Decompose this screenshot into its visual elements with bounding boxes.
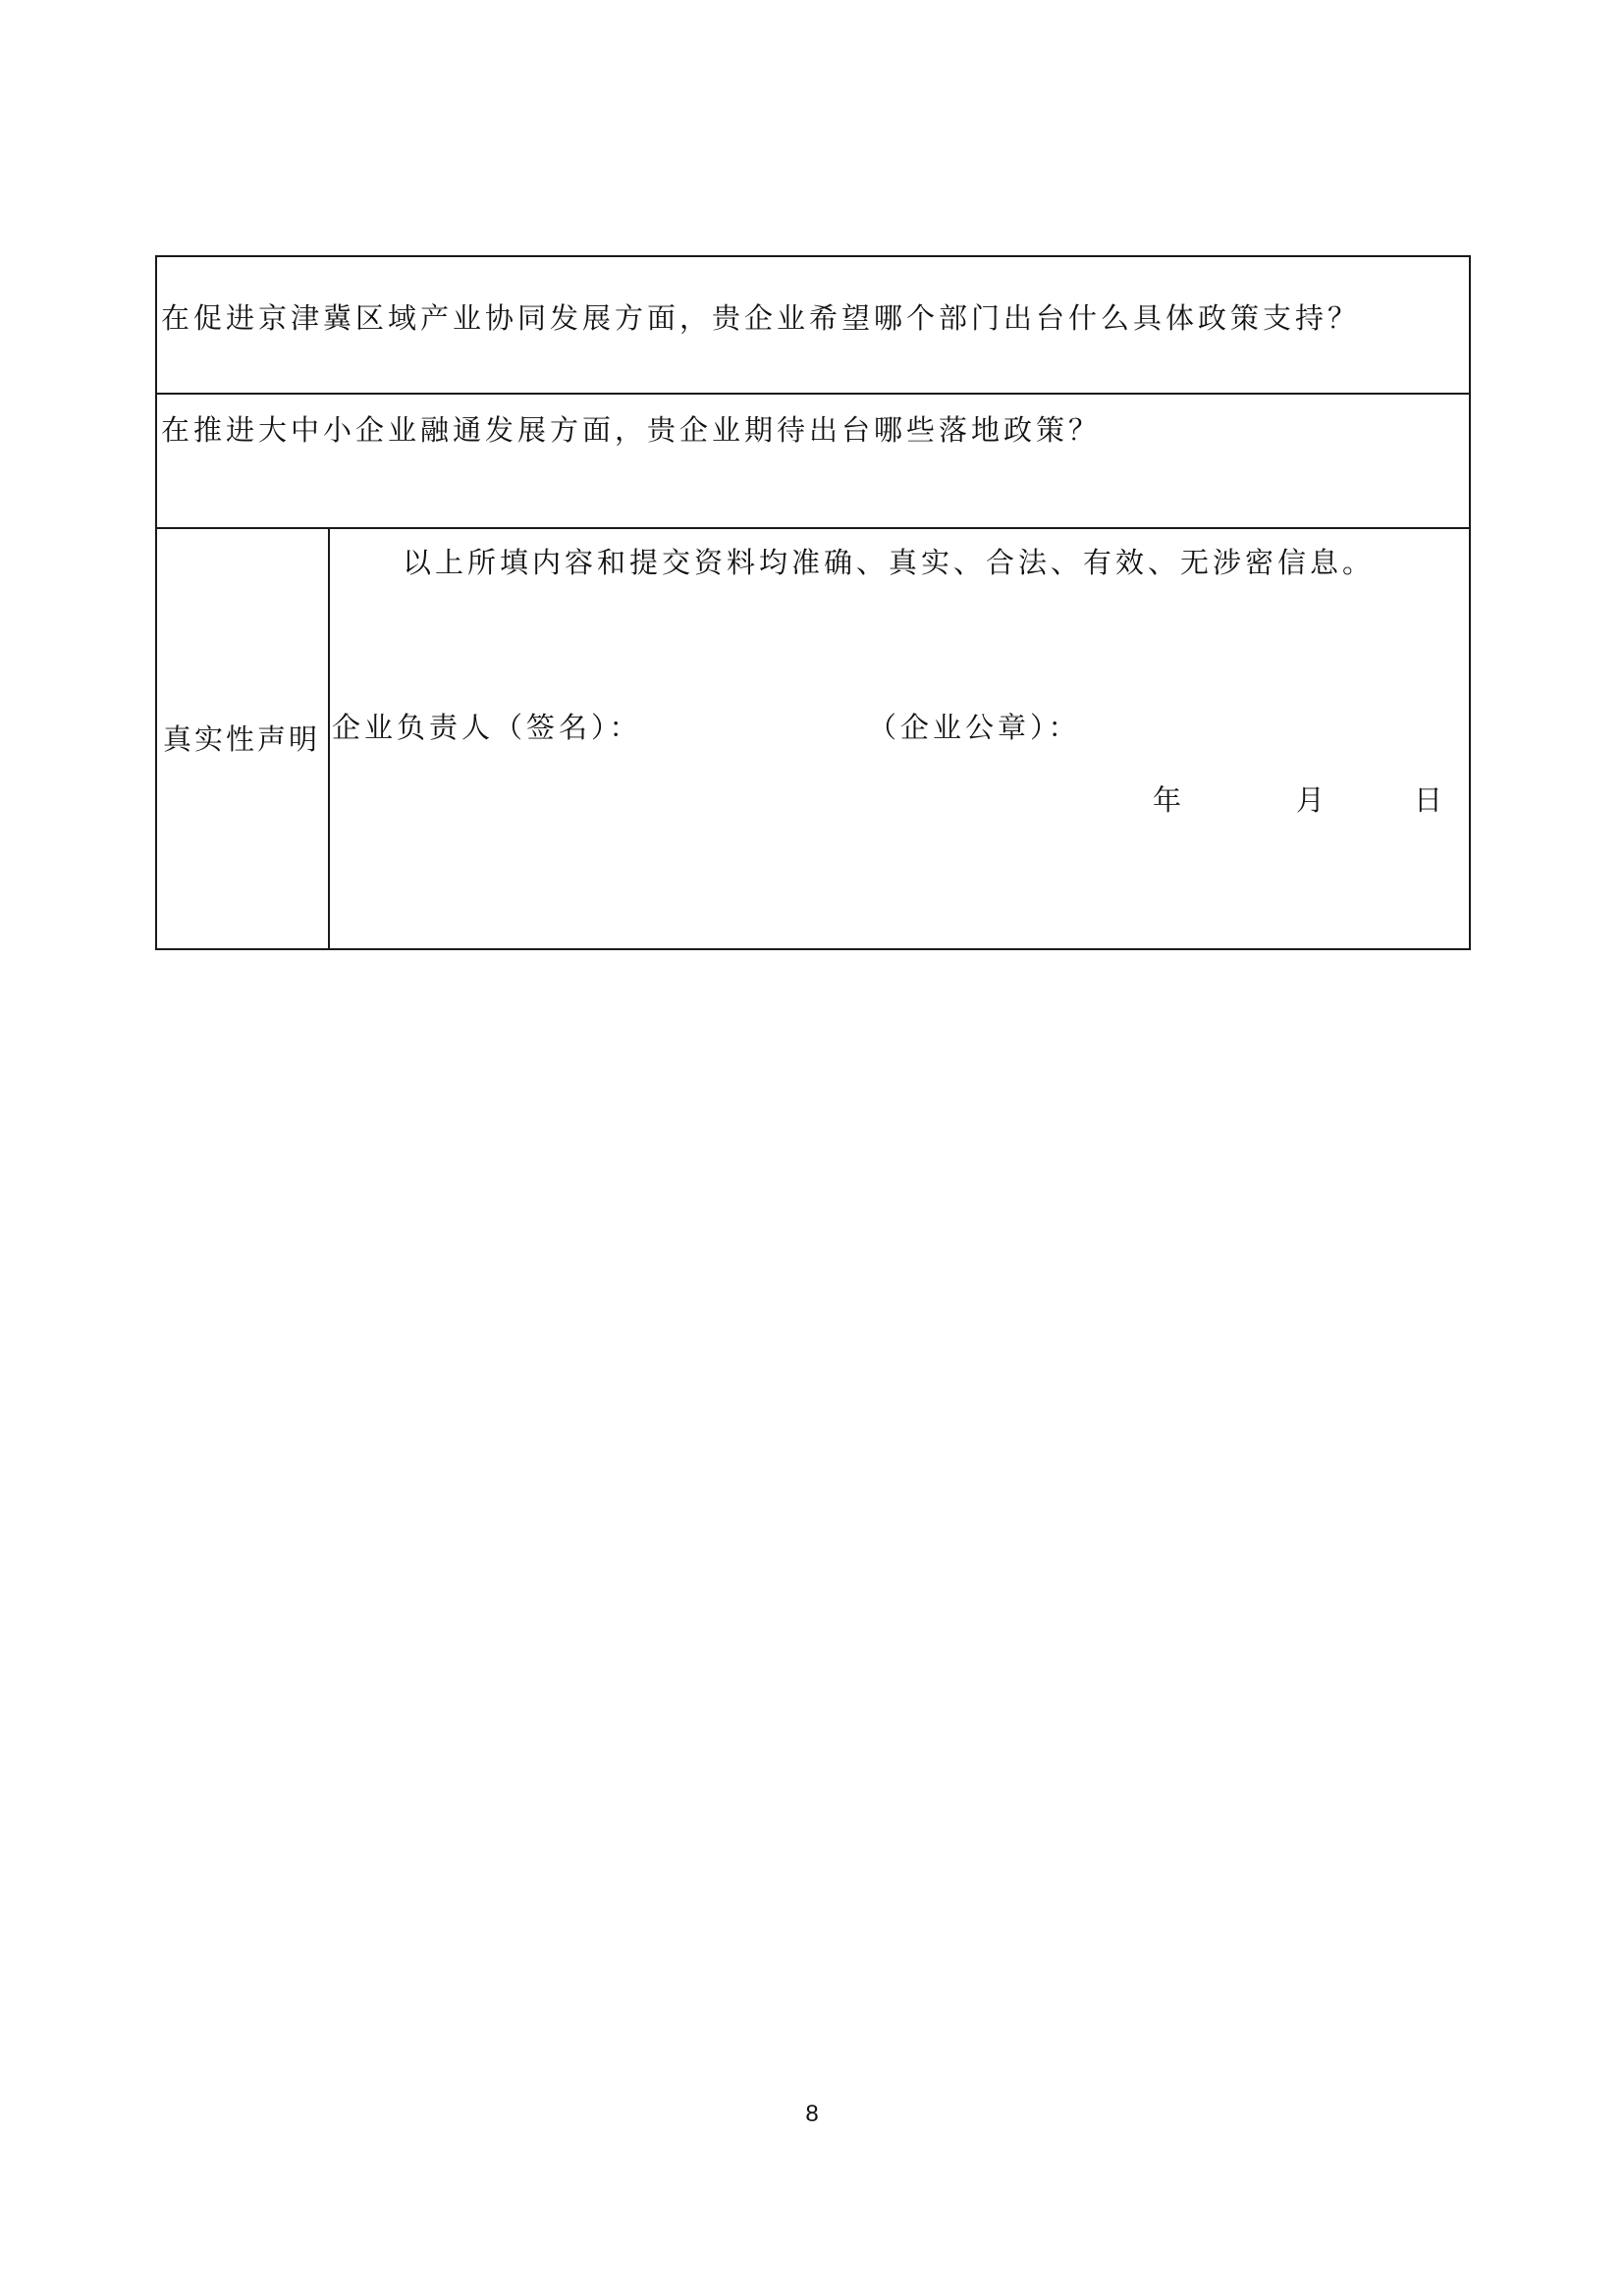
survey-form-table: [155, 255, 1471, 950]
declaration-label: 真实性声明: [163, 722, 321, 756]
seal-label: （企业公章）：: [868, 711, 1081, 744]
date-day-label: 日: [1414, 783, 1443, 817]
question-text-regional-coordination: 在促进京津冀区域产业协同发展方面，贵企业希望哪个部门出台什么具体政策支持？: [161, 301, 1361, 335]
signature-label: 企业负责人（签名）：: [332, 711, 642, 744]
declaration-statement: 以上所填内容和提交资料均准确、真实、合法、有效、无涉密信息。: [403, 546, 1376, 579]
question-text-enterprise-integration: 在推进大中小企业融通发展方面，贵企业期待出台哪些落地政策？: [161, 413, 1102, 447]
date-month-label: 月: [1296, 783, 1326, 817]
declaration-row: [157, 529, 1469, 948]
page-number: 8: [805, 2101, 819, 2127]
question-row-enterprise-integration: [157, 395, 1469, 529]
question-row-regional-coordination: [157, 257, 1469, 395]
date-year-label: 年: [1153, 783, 1182, 817]
declaration-content-cell: [330, 529, 1469, 948]
declaration-label-cell: [157, 529, 330, 948]
